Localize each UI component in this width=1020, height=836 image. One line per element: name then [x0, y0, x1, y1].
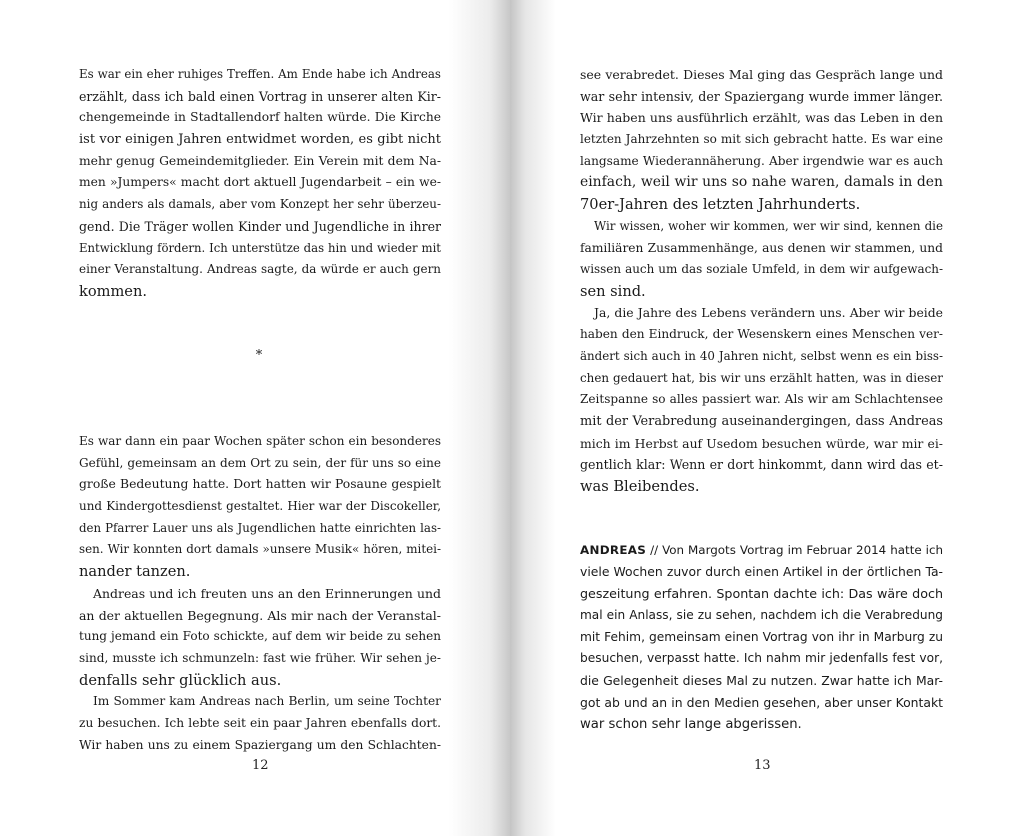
text-line: Im Sommer kam Andreas nach Berlin, um seine Tochter	[93, 694, 441, 709]
text-line: sind, musste ich schmunzeln: fast wie früher. Wir sehen je-	[79, 650, 441, 665]
text-line: familiären Zusammenhänge, aus denen wir stammen, und	[580, 240, 943, 255]
text-line: Wir haben uns ausführlich erzählt, was das Leben in den	[580, 110, 943, 126]
text-line: erzählt, dass ich bald einen Vortrag in unserer alten Kir-	[79, 88, 441, 104]
text-line: Gefühl, gemeinsam an dem Ort zu sein, der für uns so eine	[79, 455, 441, 470]
text-line: got ab und an in den Medien gesehen, aber unser Kontakt	[580, 694, 943, 710]
text-line: sen. Wir konnten dort damals »unsere Musik« hören, mitei-	[79, 542, 441, 557]
section-separator: *	[255, 348, 263, 363]
text-line: sen sind.	[580, 282, 646, 300]
text-line: chengemeinde in Stadtallendorf halten würde. Die Kirche	[79, 110, 441, 125]
text-line: und Kindergottesdienst gestaltet. Hier war der Discokeller,	[79, 499, 441, 514]
right-page-text-block-2	[580, 540, 943, 735]
text-line: chen gedauert hat, bis wir uns erzählt hatten, was in dieser	[580, 370, 943, 385]
page-number-left: 12	[252, 758, 269, 773]
text-line: viele Wochen zuvor durch einen Artikel in der örtlichen Ta-	[580, 564, 943, 579]
text-line: den Pfarrer Lauer uns als Jugendlichen hatte einrichten las-	[79, 520, 441, 535]
text-line: einfach, weil wir uns so nahe waren, damals in den	[580, 174, 943, 191]
text-line: Es war dann ein paar Wochen später schon ein besonderes	[79, 434, 441, 448]
text-line: gend. Die Träger wollen Kinder und Jugendliche in ihrer	[79, 218, 441, 234]
text-line: einer Veranstaltung. Andreas sagte, da würde er auch gern	[79, 262, 441, 277]
right-page-text-block-1	[580, 64, 943, 498]
text-line: mal ein Anlass, sie zu sehen, nachdem ich die Verabredung	[580, 608, 943, 623]
text-line: wissen auch um das soziale Umfeld, in dem wir aufgewach-	[580, 262, 943, 277]
text-line: langsame Wiederannäherung. Aber irgendwie war es auch	[580, 153, 943, 168]
text-line: letzten Jahrzehnten so mit sich gebracht hatte. Es war eine	[580, 132, 943, 147]
text-line: nander tanzen.	[79, 563, 191, 581]
text-line: mehr genug Gemeindemitglieder. Ein Verein mit dem Na-	[79, 153, 441, 168]
text-line: besuchen, verpasst hatte. Ich nahm mir jedenfalls fest vor,	[580, 651, 943, 666]
text-line: mich im Herbst auf Usedom besuchen würde, war mir ei-	[580, 435, 943, 451]
text-line: mit der Verabredung auseinandergingen, dass Andreas	[580, 414, 943, 429]
text-line: 70er-Jahren des letzten Jahrhunderts.	[580, 196, 861, 214]
text-line: see verabredet. Dieses Mal ging das Gespräch lange und	[580, 67, 943, 82]
text-line: Wir wissen, woher wir kommen, wer wir sind, kennen die	[594, 218, 943, 233]
text-line: ändert sich auch in 40 Jahren nicht, selbst wenn es ein biss-	[580, 348, 943, 363]
text-line: Zeitspanne so alles passiert war. Als wir am Schlachtensee	[580, 392, 943, 407]
text-line: gentlich klar: Wenn er dort hinkommt, dann wird das et-	[580, 457, 943, 473]
text-line: war schon sehr lange abgerissen.	[580, 716, 802, 732]
text-line: Es war ein eher ruhiges Treffen. Am Ende habe ich Andreas	[79, 67, 441, 81]
speaker-name: ANDREAS	[580, 543, 647, 557]
text-line: nig anders als damals, aber vom Konzept her sehr überzeu-	[79, 197, 441, 212]
text-line: Entwicklung fördern. Ich unterstütze das hin und wieder mit	[79, 240, 441, 255]
text-line: ist vor einigen Jahren entwidmet worden, es gibt nicht	[79, 132, 441, 148]
text-line: tung jemand ein Foto schickte, auf dem wir beide zu sehen	[79, 629, 441, 644]
text-fragment: // Von Margots Vortrag im Februar 2014 hatte ich	[646, 543, 943, 557]
left-page-text-block-1	[79, 64, 441, 303]
text-line: war sehr intensiv, der Spaziergang wurde immer länger.	[580, 88, 943, 104]
text-line: große Bedeutung hatte. Dort hatten wir Posaune gespielt	[79, 477, 441, 492]
text-line: die Gelegenheit dieses Mal zu nutzen. Zwar hatte ich Mar-	[580, 673, 943, 689]
text-line: was Bleibendes.	[580, 478, 700, 496]
text-line: mit Fehim, gemeinsam einen Vortrag von ihr in Marburg zu	[580, 629, 943, 644]
text-line: geszeitung erfahren. Spontan dachte ich: Das wäre doch	[580, 586, 943, 602]
left-page-text-block-2	[79, 431, 441, 756]
text-line: haben den Eindruck, der Wesenskern eines Menschen ver-	[580, 327, 943, 342]
text-line	[580, 540, 943, 562]
text-line: Ja, die Jahre des Lebens verändern uns. Aber wir beide	[594, 305, 943, 320]
text-line: Andreas und ich freuten uns an den Erinnerungen und	[93, 585, 441, 601]
text-line: kommen.	[79, 282, 147, 300]
text-line: zu besuchen. Ich lebte seit ein paar Jahren ebenfalls dort.	[79, 715, 441, 730]
text-line: denfalls sehr glücklich aus.	[79, 671, 282, 689]
text-line: an der aktuellen Begegnung. Als mir nach der Veranstal-	[79, 607, 441, 623]
page-number-right: 13	[754, 758, 771, 773]
text-line: men »Jumpers« macht dort aktuell Jugendarbeit – ein we-	[79, 175, 441, 190]
text-line: Wir haben uns zu einem Spaziergang um den Schlachten-	[79, 737, 441, 752]
